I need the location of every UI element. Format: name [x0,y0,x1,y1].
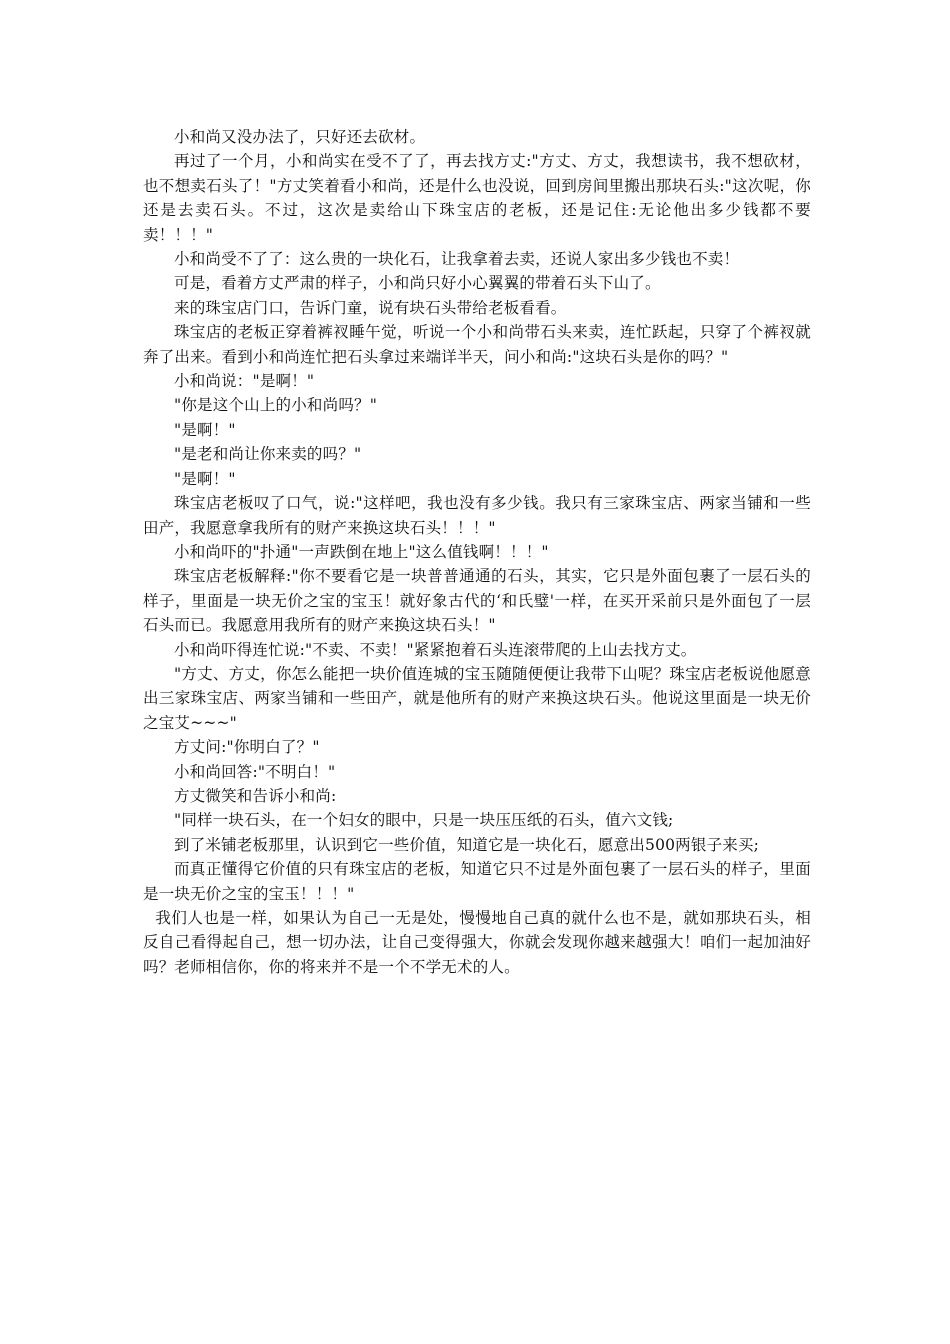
paragraph-19: 方丈微笑和告诉小和尚: [174,786,337,805]
paragraph-6: 珠宝店的老板正穿着裤衩睡午觉，听说一个小和尚带石头来卖，连忙跃起，只穿了个裤衩就奔了出来。看到小和尚连忙把石头拿过来端详半天，问小和尚:"这块石头是你的吗？" [143,323,811,366]
paragraph-22: 而真正懂得它价值的只有珠宝店的老板，知道它只不过是外面包裹了一层石头的样子，里面是一块无价之宝的宝玉！！！" [143,860,811,903]
paragraph-9: "是啊！" [174,420,236,439]
paragraph-20: "同样一块石头，在一个妇女的眼中，只是一块压压纸的石头，值六文钱; [174,811,674,830]
paragraph-2: 再过了一个月，小和尚实在受不了了，再去找方丈:"方丈、方丈，我想读书，我不想砍材，也不想卖石头了！"方丈笑着看小和尚，还是什么也没说，回到房间里搬出那块石头:"这次呢，你还是去卖石头。不过，这次是卖给山下珠宝店的老板，还是记住:无论他出多少钱都不要卖！！！" [143,152,811,244]
paragraph-10: "是老和尚让你来卖的吗？" [174,445,362,464]
paragraph-15: 小和尚吓得连忙说:"不卖、不卖！"紧紧抱着石头连滚带爬的上山去找方丈。 [174,640,697,659]
paragraph-17: 方丈问:"你明白了？" [174,738,320,757]
paragraph-13: 小和尚吓的"扑通"一声跌倒在地上"这么值钱啊！！！" [174,542,549,561]
paragraph-7: 小和尚说："是啊！" [174,372,315,391]
closing-paragraph: 我们人也是一样，如果认为自己一无是处，慢慢地自己真的就什么也不是，就如那块石头，相反自己看得起自己，想一切办法，让自己变得强大，你就会发现你越来越强大！咱们一起加油好吗？老师相信你，你的将来并不是一个不学无术的人。 [143,909,811,976]
paragraph-16: "方丈、方丈，你怎么能把一块价值连城的宝玉随随便便让我带下山呢？珠宝店老板说他愿意出三家珠宝店、两家当铺和一些田产，就是他所有的财产来换这块石头。他说这里面是一块无价之宝艾~~~" [143,664,811,732]
paragraph-5: 来的珠宝店门口，告诉门童，说有块石头带给老板看看。 [174,298,567,317]
paragraph-14: 珠宝店老板解释:"你不要看它是一块普普通通的石头，其实，它只是外面包裹了一层石头的样子，里面是一块无价之宝的宝玉！就好象古代的‘和氏璧'一样，在买开采前只是外面包了一层石头而已。我愿意用我所有的财产来换这块石头！" [143,567,811,635]
paragraph-1: 小和尚又没办法了，只好还去砍材。 [174,128,426,146]
paragraph-21: 到了米铺老板那里，认识到它一些价值，知道它是一块化石，愿意出500两银子来买; [174,835,760,854]
paragraph-8: "你是这个山上的小和尚吗？" [174,396,378,415]
paragraph-18: 小和尚回答:"不明白！" [174,762,336,781]
document-body [143,125,811,979]
paragraph-12: 珠宝店老板叹了口气，说:"这样吧，我也没有多少钱。我只有三家珠宝店、两家当铺和一些田产，我愿意拿我所有的财产来换这块石头！！！" [143,494,811,537]
paragraph-4: 可是，看着方丈严肃的样子，小和尚只好小心翼翼的带着石头下山了。 [174,274,661,293]
paragraph-11: "是啊！" [174,469,236,488]
paragraph-3: 小和尚受不了了：这么贵的一块化石，让我拿着去卖，还说人家出多少钱也不卖！ [174,250,740,269]
